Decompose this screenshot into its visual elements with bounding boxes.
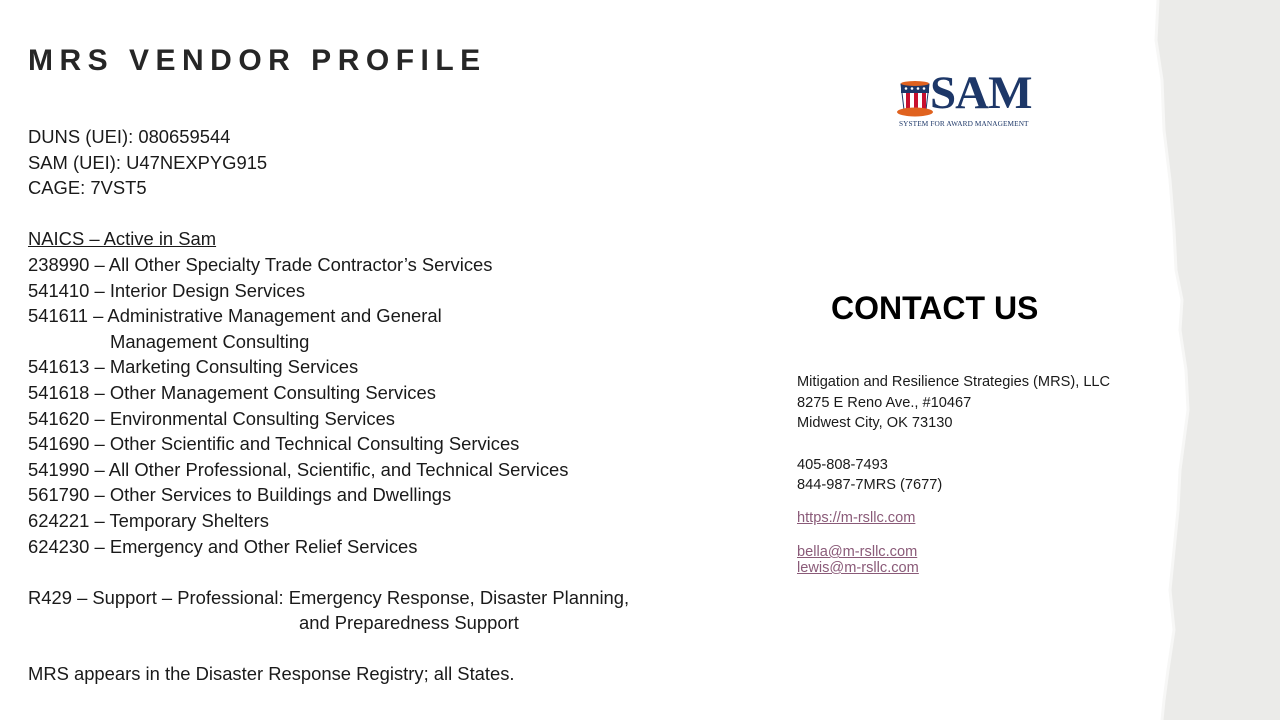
naics-item: 541690 – Other Scientific and Technical Consulting Services (28, 433, 520, 455)
email-link-lewis[interactable]: lewis@m-rsllc.com (797, 560, 919, 576)
page-title: MRS VENDOR PROFILE (28, 44, 487, 77)
uncle-sam-hat-icon (896, 76, 934, 118)
naics-item-continuation: Management Consulting (110, 330, 310, 352)
naics-item: 541618 – Other Management Consulting Services (28, 381, 436, 403)
email-link-bella[interactable]: bella@m-rsllc.com (797, 544, 918, 560)
naics-item: 541620 – Environmental Consulting Services (28, 407, 396, 429)
sam-subtitle: SYSTEM FOR AWARD MANAGEMENT (899, 119, 1029, 128)
phone-2: 844-987-7MRS (7677) (797, 477, 943, 494)
website-link[interactable]: https://m-rsllc.com (797, 510, 916, 526)
registry-note: MRS appears in the Disaster Response Registry; all States. (28, 663, 515, 685)
naics-item: 561790 – Other Services to Buildings and Dwellings (28, 484, 452, 506)
vendor-details (28, 124, 728, 687)
naics-item: 541613 – Marketing Consulting Services (28, 356, 359, 378)
torn-paper-edge (1140, 0, 1280, 720)
psc-code: R429 – Support – Professional: Emergency Response, Disaster Planning, (28, 586, 630, 608)
address-line-2: Midwest City, OK 73130 (797, 415, 953, 432)
naics-heading: NAICS – Active in Sam (28, 228, 217, 250)
duns-uei: DUNS (UEI): 080659544 (28, 126, 231, 147)
sam-uei: SAM (UEI): U47NEXPYG915 (28, 151, 268, 173)
naics-item: 541410 – Interior Design Services (28, 279, 306, 301)
naics-item: 238990 – All Other Specialty Trade Contractor’s Services (28, 253, 493, 275)
contact-heading: CONTACT US (831, 290, 1039, 326)
address-line-1: 8275 E Reno Ave., #10467 (797, 394, 972, 411)
naics-item: 624221 – Temporary Shelters (28, 509, 269, 531)
sam-wordmark: SAM (930, 67, 1032, 119)
naics-item: 541990 – All Other Professional, Scientific, and Technical Services (28, 458, 569, 480)
psc-code-continuation: and Preparedness Support (299, 612, 519, 634)
contact-details (797, 372, 1110, 496)
phone-1: 405-808-7493 (797, 456, 888, 473)
sam-logo (896, 67, 1036, 130)
company-name: Mitigation and Resilience Strategies (MRS), LLC (797, 374, 1111, 390)
naics-item: 541611 – Administrative Management and General (28, 305, 442, 327)
naics-item: 624230 – Emergency and Other Relief Services (28, 535, 418, 557)
cage-code: CAGE: 7VST5 (28, 177, 147, 199)
